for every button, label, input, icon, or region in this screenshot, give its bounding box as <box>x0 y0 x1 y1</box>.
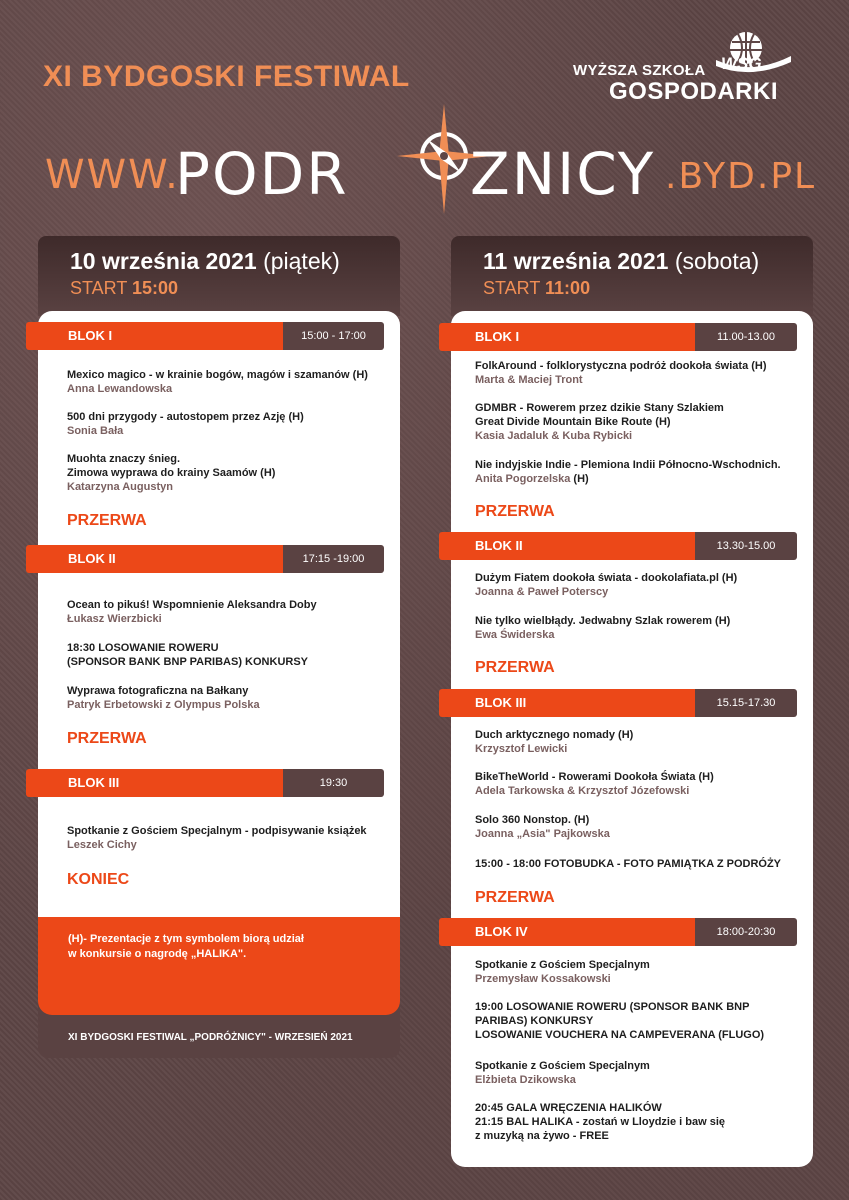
talk-title-line2: 21:15 BAL HALIKA - zostań w Lloydzie i baw się <box>475 1116 725 1128</box>
talk-item <box>475 958 805 986</box>
talk-item <box>475 359 805 387</box>
talk-item <box>475 401 805 443</box>
talk-item <box>67 598 397 626</box>
talk-item <box>475 571 805 599</box>
wsg-line1: WYŻSZA SZKOŁA <box>573 62 706 79</box>
talk-title: Spotkanie z Gościem Specjalnym - podpisywanie książek <box>67 825 367 837</box>
day1-start <box>70 278 178 299</box>
block-name: BLOK I <box>26 322 283 350</box>
talk-author: Leszek Cichy <box>67 839 137 851</box>
day2-start-time: 11:00 <box>545 278 591 298</box>
talk-title: 18:30 LOSOWANIE ROWERU <box>67 642 219 654</box>
block-time: 17:15 -19:00 <box>283 545 384 573</box>
break-label: PRZERWA <box>67 512 147 529</box>
talk-author: Marta & Maciej Tront <box>475 374 583 386</box>
talk-title: BikeTheWorld - Rowerami Dookoła Świata (H) <box>475 771 714 783</box>
talk-item <box>475 813 805 841</box>
day2-block1-bar <box>439 323 797 351</box>
day2-start-label: START <box>483 278 541 298</box>
talk-author: Kasia Jadaluk & Kuba Rybicki <box>475 430 633 442</box>
talk-item <box>67 641 397 669</box>
contest-note <box>38 917 400 1015</box>
day2-header <box>451 236 813 316</box>
wsg-line2: GOSPODARKI <box>609 78 779 105</box>
talk-title-line2: Zimowa wyprawa do krainy Saamów (H) <box>67 467 276 479</box>
talk-author <box>475 472 805 486</box>
talk-author: Joanna „Asia" Pajkowska <box>475 828 610 840</box>
wsg-logo <box>573 30 793 105</box>
talk-title: GDMBR - Rowerem przez dzikie Stany Szlakiem <box>475 402 724 414</box>
block-time: 18:00-20:30 <box>695 918 797 946</box>
talk-author: Sonia Bała <box>67 425 124 437</box>
day2-date: 11 września 2021 <box>483 248 669 274</box>
break-label: PRZERWA <box>475 659 555 676</box>
talk-author: Anna Lewandowska <box>67 383 173 395</box>
day2-start <box>483 278 590 299</box>
talk-title-line3: z muzyką na żywo - FREE <box>475 1130 609 1142</box>
contest-note-text <box>68 932 378 962</box>
day2-weekday: (sobota) <box>674 248 760 274</box>
block-name: BLOK I <box>439 323 695 351</box>
day1-date-line <box>70 248 340 275</box>
day1-block1-bar <box>26 322 384 350</box>
talk-item <box>475 1000 805 1042</box>
talk-author: Joanna & Paweł Poterscy <box>475 586 609 598</box>
url-main-part2: ZNICY <box>470 140 656 208</box>
block-name: BLOK II <box>26 545 283 573</box>
talk-item <box>475 770 805 798</box>
talk-item <box>67 684 397 712</box>
block-time: 15:00 - 17:00 <box>283 322 384 350</box>
talk-author: Elżbieta Dzikowska <box>475 1074 576 1086</box>
contest-note-line1: (H)- Prezentacje z tym symbolem biorą udział <box>68 933 304 945</box>
site-url <box>45 122 825 212</box>
talk-item <box>475 458 805 486</box>
talk-author: Przemysław Kossakowski <box>475 973 611 985</box>
day1-block3-bar <box>26 769 384 797</box>
talk-title-line3: LOSOWANIE VOUCHERA NA CAMPEVERANA (FLUGO) <box>475 1029 765 1041</box>
talk-title: Ocean to pikuś! Wspomnienie Aleksandra Doby <box>67 599 317 611</box>
talk-author: Łukasz Wierzbicki <box>67 613 162 625</box>
break-label: PRZERWA <box>475 889 555 906</box>
talk-item <box>475 1101 805 1143</box>
talk-item <box>475 728 805 756</box>
contest-note-line2: w konkursie o nagrodę „HALIKA". <box>68 948 247 960</box>
talk-item <box>67 452 397 494</box>
author-suffix: (H) <box>573 473 589 485</box>
talk-title: Duch arktycznego nomady (H) <box>475 729 634 741</box>
block-name: BLOK II <box>439 532 695 560</box>
block-time: 11.00-13.00 <box>695 323 797 351</box>
url-suffix: .BYD.PL <box>665 156 817 197</box>
talk-item <box>67 368 397 396</box>
wsg-mark-text: WSG <box>721 54 762 73</box>
talk-title-line2: Great Divide Mountain Bike Route (H) <box>475 416 671 428</box>
day2-block3-bar <box>439 689 797 717</box>
url-main-part1: PODR <box>175 140 349 208</box>
talk-author: Katarzyna Augustyn <box>67 481 173 493</box>
talk-title-line2: PARIBAS) KONKURSY <box>475 1015 594 1027</box>
talk-title: Dużym Fiatem dookoła świata - dookolafiata.pl (H) <box>475 572 738 584</box>
talk-title: 20:45 GALA WRĘCZENIA HALIKÓW <box>475 1102 662 1114</box>
talk-title: Muohta znaczy śnieg. <box>67 453 181 465</box>
day1-date: 10 września 2021 <box>70 248 257 274</box>
break-label: PRZERWA <box>475 503 555 520</box>
talk-item <box>475 857 805 871</box>
break-label: PRZERWA <box>67 730 147 747</box>
day1-start-time: 15:00 <box>132 278 179 298</box>
talk-item <box>475 1059 805 1087</box>
end-label: KONIEC <box>67 871 130 888</box>
talk-title: Spotkanie z Gościem Specjalnym <box>475 1060 650 1072</box>
block-time: 15.15-17.30 <box>695 689 797 717</box>
day2-block4-bar <box>439 918 797 946</box>
block-time: 19:30 <box>283 769 384 797</box>
talk-title: Solo 360 Nonstop. (H) <box>475 814 590 826</box>
talk-title: 500 dni przygody - autostopem przez Azję (H) <box>67 411 304 423</box>
day1-block2-bar <box>26 545 384 573</box>
talk-author: Patryk Erbetowski z Olympus Polska <box>67 699 260 711</box>
talk-item <box>67 410 397 438</box>
talk-title: FolkAround - folklorystyczna podróż dookoła świata (H) <box>475 360 767 372</box>
block-name: BLOK III <box>439 689 695 717</box>
talk-title: Wyprawa fotograficzna na Bałkany <box>67 685 249 697</box>
talk-title-line2: (SPONSOR BANK BNP PARIBAS) KONKURSY <box>67 656 309 668</box>
talk-title: Nie indyjskie Indie - Plemiona Indii Północno-Wschodnich. <box>475 459 781 471</box>
block-time: 13.30-15.00 <box>695 532 797 560</box>
talk-author: Krzysztof Lewicki <box>475 743 568 755</box>
talk-title: 19:00 LOSOWANIE ROWERU (SPONSOR BANK BNP <box>475 1001 750 1013</box>
talk-title: Spotkanie z Gościem Specjalnym <box>475 959 650 971</box>
talk-author: Ewa Świderska <box>475 629 555 641</box>
block-name: BLOK III <box>26 769 283 797</box>
day2-block2-bar <box>439 532 797 560</box>
day1-start-label: START <box>70 278 128 298</box>
footer-text: XI BYDGOSKI FESTIWAL „PODRÓŻNICY" - WRZESIEŃ 2021 <box>68 1032 353 1043</box>
festival-title: XI BYDGOSKI FESTIWAL <box>43 60 410 93</box>
block-name: BLOK IV <box>439 918 695 946</box>
talk-title: Nie tylko wielbłądy. Jedwabny Szlak rowerem (H) <box>475 615 731 627</box>
author-name: Anita Pogorzelska <box>475 473 571 485</box>
day1-header <box>38 236 400 316</box>
talk-title: 15:00 - 18:00 FOTOBUDKA - FOTO PAMIĄTKA Z PODRÓŻY <box>475 858 781 870</box>
talk-item <box>67 824 397 852</box>
talk-author: Adela Tarkowska & Krzysztof Józefowski <box>475 785 690 797</box>
talk-item <box>475 614 805 642</box>
talk-title: Mexico magico - w krainie bogów, magów i szamanów (H) <box>67 369 368 381</box>
day1-weekday: (piątek) <box>263 248 340 274</box>
day2-date-line <box>483 248 759 275</box>
url-prefix: WWW. <box>45 152 180 198</box>
